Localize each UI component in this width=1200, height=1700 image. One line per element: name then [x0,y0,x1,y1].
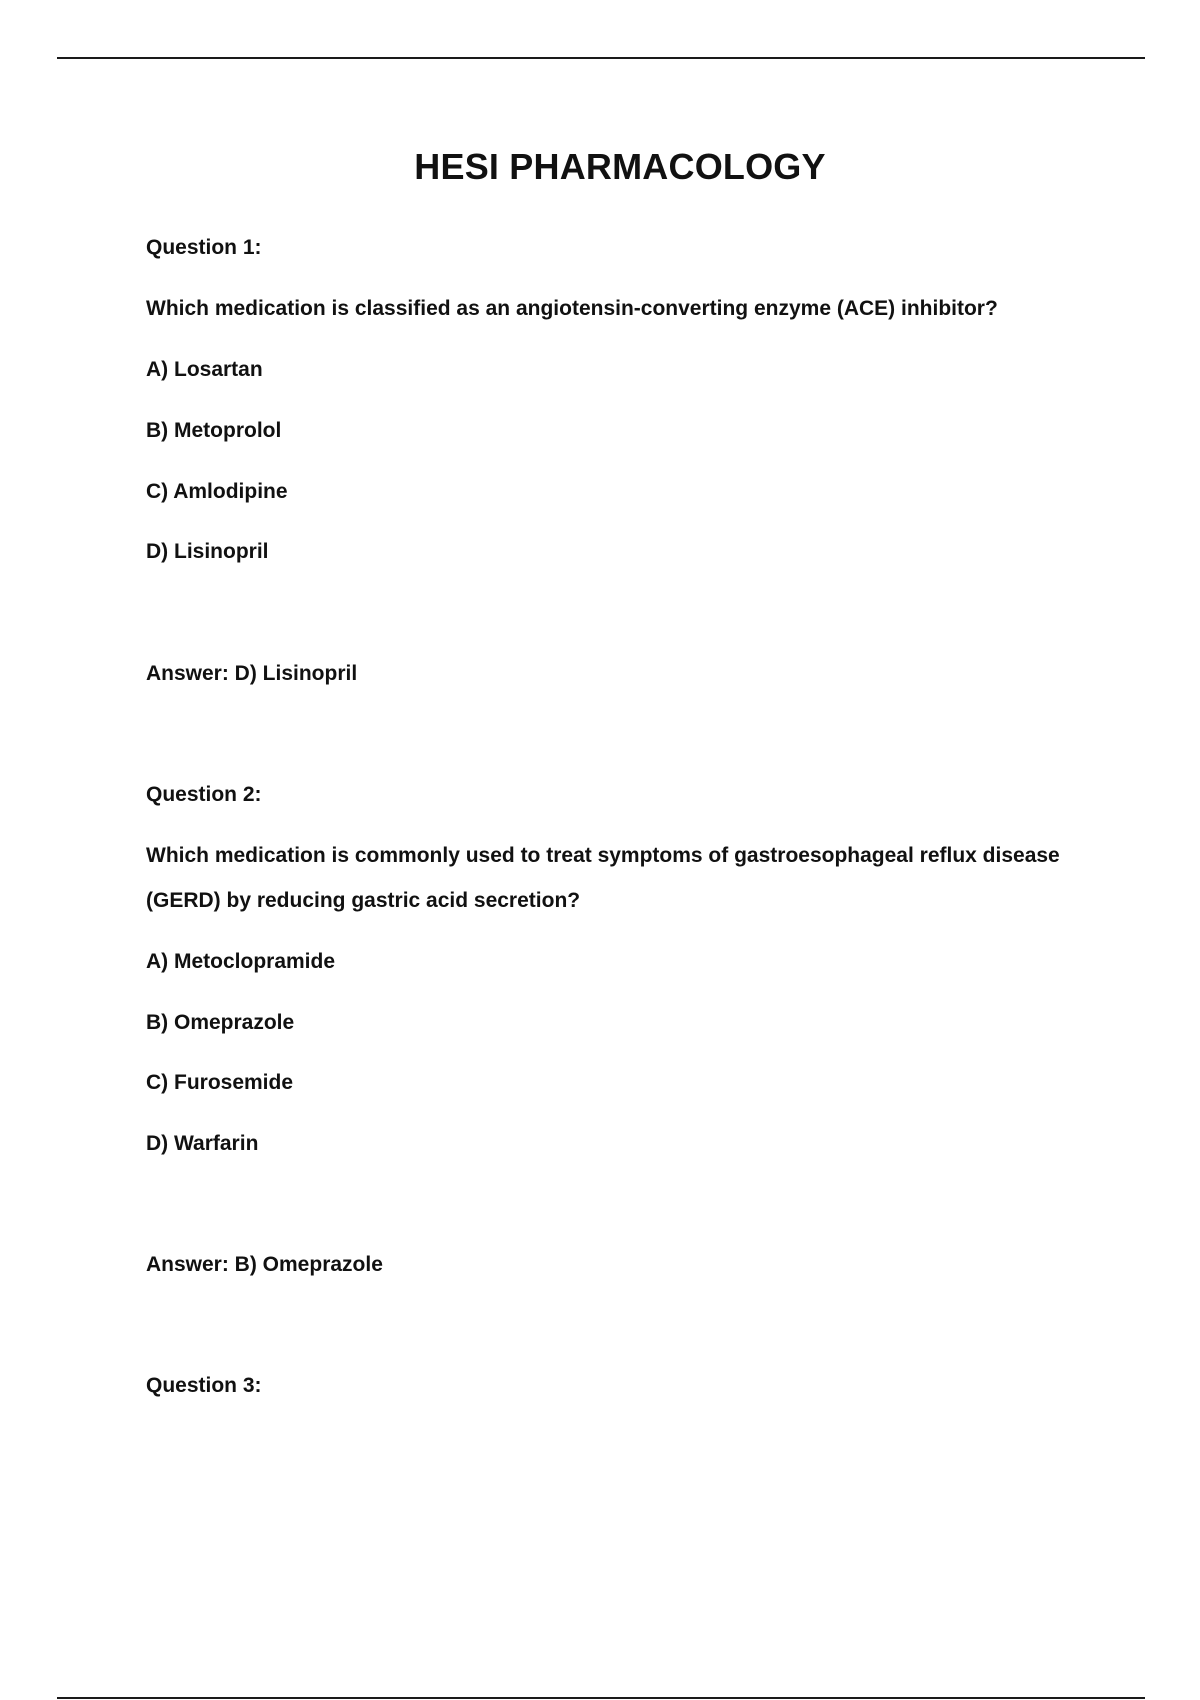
question-1-label: Question 1: [146,236,262,259]
question-2-option-d: D) Warfarin [146,1132,259,1155]
question-2-option-c: C) Furosemide [146,1071,294,1094]
question-2-label: Question 2: [146,783,262,806]
question-2-option-a: A) Metoclopramide [146,950,336,973]
question-1-option-b: B) Metoprolol [146,419,282,442]
question-1-option-a: A) Losartan [146,358,263,381]
question-2-text-line-1: Which medication is commonly used to treat symptoms of gastroesophageal reflux disease [146,844,1060,867]
question-1-option-d: D) Lisinopril [146,540,269,563]
question-3-label: Question 3: [146,1374,262,1397]
question-2-option-b: B) Omeprazole [146,1011,295,1034]
question-2-text-line-2: (GERD) by reducing gastric acid secretion? [146,889,581,912]
question-1-option-c: C) Amlodipine [146,480,288,503]
question-1-text: Which medication is classified as an angiotensin-converting enzyme (ACE) inhibitor? [146,297,998,320]
question-2-answer: Answer: B) Omeprazole [146,1253,383,1276]
header-rule [57,57,1145,59]
document-title: HESI PHARMACOLOGY [414,146,826,187]
question-1-answer: Answer: D) Lisinopril [146,662,358,685]
footer-rule [57,1697,1145,1699]
